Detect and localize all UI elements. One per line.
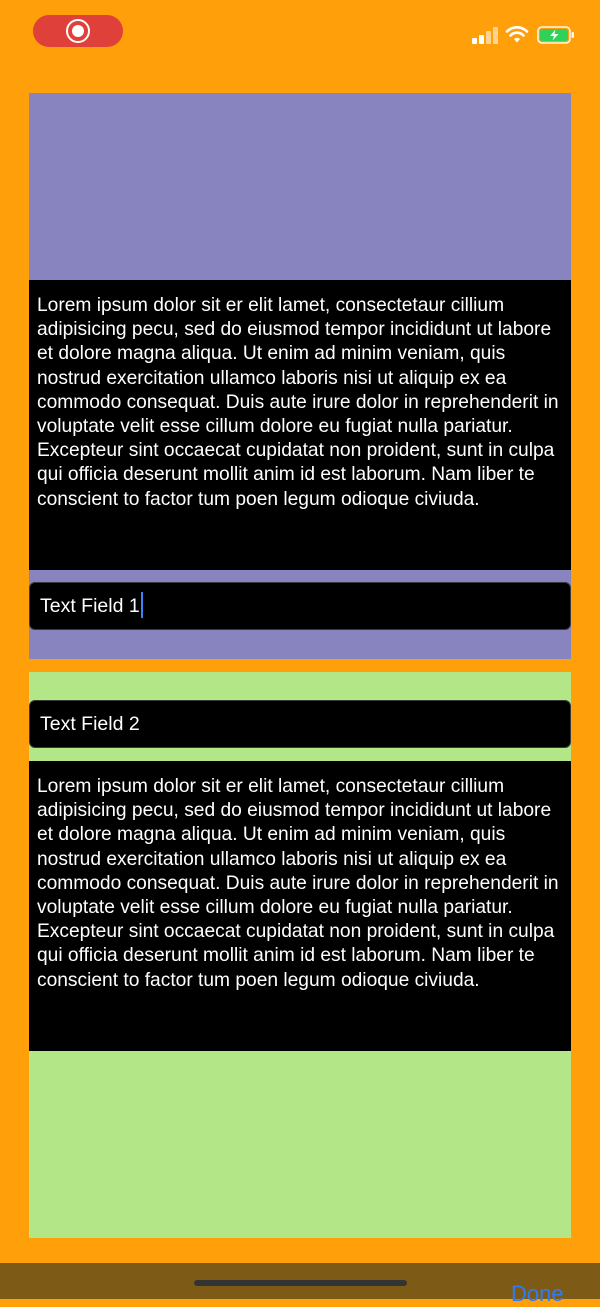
screen-recording-icon[interactable] (33, 15, 123, 47)
text-cursor (141, 592, 143, 618)
record-dot (72, 25, 84, 37)
home-indicator[interactable] (194, 1280, 407, 1286)
top-panel (29, 93, 571, 659)
cellular-signal-icon (472, 26, 500, 44)
done-button[interactable]: Done (511, 1281, 564, 1306)
text-field-2-value: Text Field 2 (40, 713, 140, 735)
status-bar (0, 0, 600, 70)
battery-charging-icon (537, 26, 575, 44)
lorem-paragraph-top: Lorem ipsum dolor sit er elit lamet, consectetaur cillium adipisicing pecu, sed do eiusmod tempor incididunt ut labore et dolore magna aliqua. Ut enim ad minim veniam, quis nostrud exercitation ullamco laboris nisi ut aliquip ex ea commodo consequat. Duis aute irure dolor in reprehenderit in voluptate velit esse cillum dolore eu fugiat nulla pariatur. Excepteur sint occaecat cupidatat non proident, sunt in culpa qui officia deserunt mollit anim id est laborum. Nam liber te conscient to factor tum poen legum odioque civiuda. (29, 280, 571, 570)
lorem-paragraph-bottom: Lorem ipsum dolor sit er elit lamet, consectetaur cillium adipisicing pecu, sed do eiusmod tempor incididunt ut labore et dolore magna aliqua. Ut enim ad minim veniam, quis nostrud exercitation ullamco laboris nisi ut aliquip ex ea commodo consequat. Duis aute irure dolor in reprehenderit in voluptate velit esse cillum dolore eu fugiat nulla pariatur. Excepteur sint occaecat cupidatat non proident, sunt in culpa qui officia deserunt mollit anim id est laborum. Nam liber te conscient to factor tum poen legum odioque civiuda. (29, 761, 571, 1051)
wifi-icon (505, 24, 529, 44)
text-field-2[interactable] (29, 700, 571, 748)
bottom-panel (29, 672, 571, 1238)
text-field-1-value: Text Field 1 (40, 595, 140, 617)
text-field-1[interactable] (29, 582, 571, 630)
keyboard-toolbar (0, 1263, 600, 1306)
